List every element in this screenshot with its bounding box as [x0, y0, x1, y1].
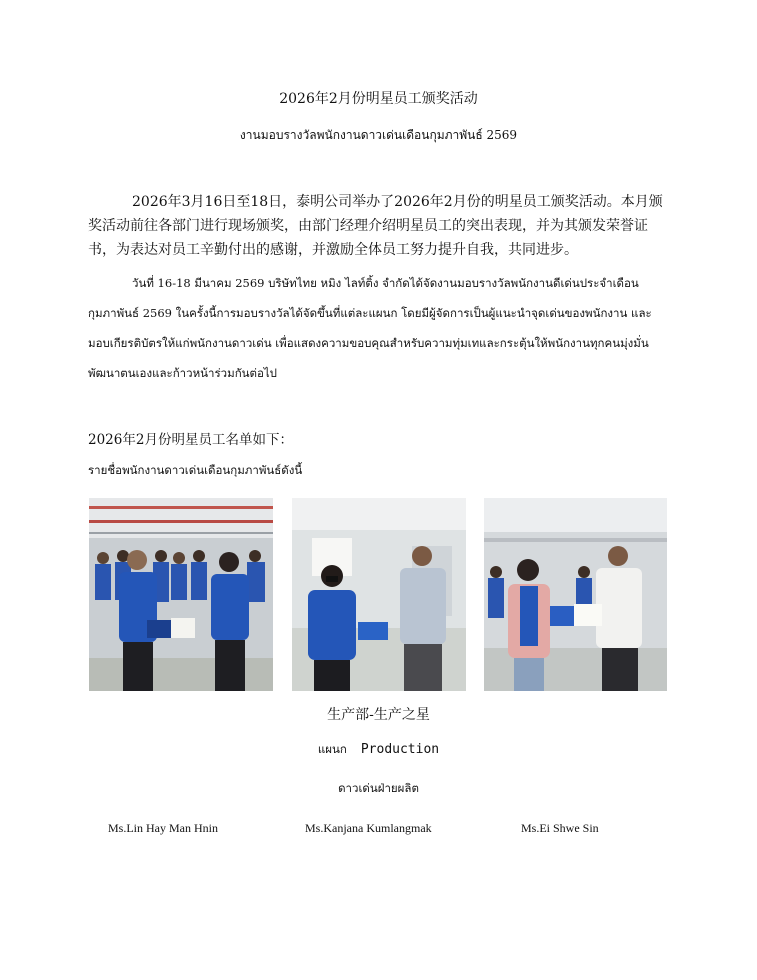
document-title-chinese: 2026年2月份明星员工颁奖活动 — [279, 91, 478, 107]
award-photo-1 — [89, 498, 273, 691]
list-heading-thai: รายชื่อพนักงานดาวเด่นเดือนกุมภาพันธ์ดังนี้ — [88, 463, 303, 477]
employee-name-3: Ms.Ei Shwe Sin — [521, 821, 599, 835]
paragraph-thai: วันที่ 16-18 มีนาคม 2569 บริษัทไทย หมิง ไลท์ติ้ง จำกัดได้จัดงานมอบรางวัลพนักงานดีเด่นประจำเดือนกุมภาพันธ์ 2569 ในครั้งนี้การมอบรางวัลได้จัดขึ้นที่แต่ละแผนก โดยมีผู้จัดการเป็นผู้แนะนำจุดเด่นของพนักงาน และมอบเกียรติบัตรให้แก่พนักงานดาวเด่น เพื่อแสดงความขอบคุณสำหรับความทุ่มเทและกระตุ้นให้พนักงานทุกคนมุ่งมั่นพัฒนาตนเองและก้าวหน้าร่วมกันต่อไป — [88, 276, 652, 380]
department-label-thai: แผนก — [317, 742, 347, 756]
employee-name-1: Ms.Lin Hay Man Hnin — [108, 821, 218, 835]
department-label-english: Production — [360, 742, 440, 757]
department-name — [0, 741, 757, 759]
employee-name-2: Ms.Kanjana Kumlangmak — [305, 821, 432, 835]
award-photo-2 — [292, 498, 466, 691]
department-title-chinese: 生产部-生产之星 — [327, 707, 430, 723]
list-heading-chinese: 2026年2月份明星员工名单如下： — [88, 432, 293, 448]
paragraph-chinese: 2026年3月16日至18日，泰明公司举办了2026年2月份的明星员工颁奖活动。本月颁奖活动前往各部门进行现场颁奖，由部门经理介绍明星员工的突出表现，并为其颁发荣誉证书，为表达对员工辛勤付出的感谢，并激励全体员工努力提升自我，共同进步。 — [88, 194, 663, 258]
award-photo-3 — [484, 498, 667, 691]
document-title-thai: งานมอบรางวัลพนักงานดาวเด่นเดือนกุมภาพันธ์ 2569 — [239, 128, 518, 142]
department-star-label-thai: ดาวเด่นฝ่ายผลิต — [338, 781, 419, 795]
